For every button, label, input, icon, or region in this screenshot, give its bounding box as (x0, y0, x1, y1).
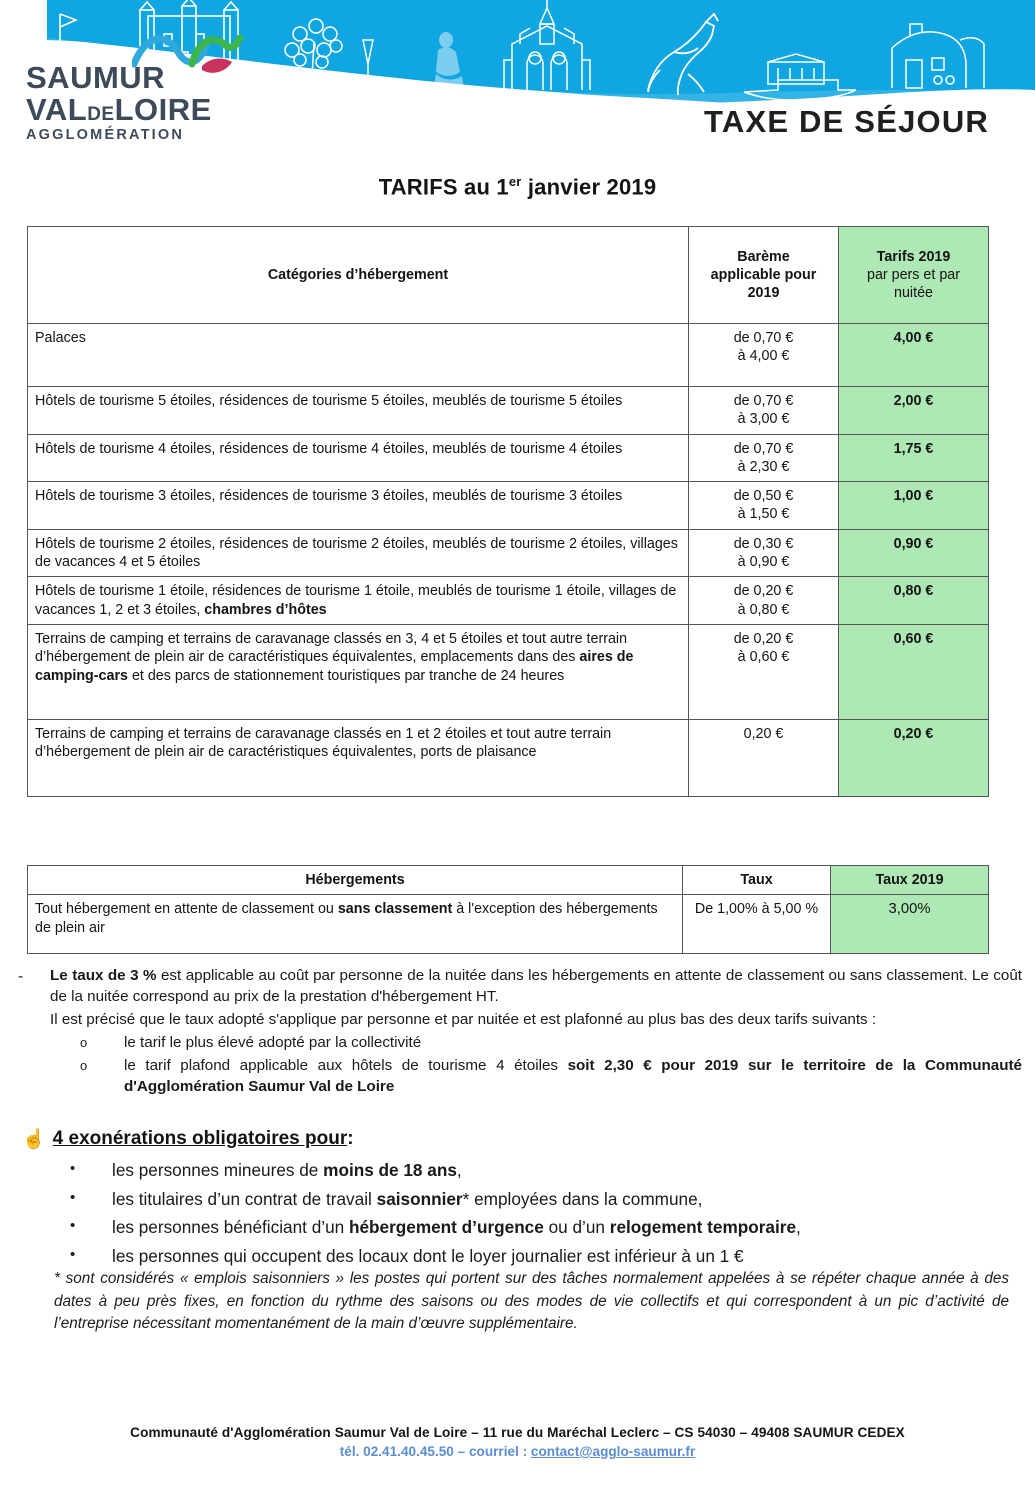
header-bareme-l2: applicable pour (710, 266, 817, 283)
header-tarifs-l2: par pers et par (867, 266, 960, 283)
footnote-text: * sont considérés « emplois saisonniers » les postes qui portent sur des tâches normalement appelées à se répéter chaque année à des dates à peu près fixes, en fonction du rythme des saisons ou des modes de vie collectifs et qui correspondent à un pic d’activité de l’entreprise nécessitant momentanément de la main d’œuvre supplémentaire. (54, 1270, 1009, 1333)
cell-category: Hôtels de tourisme 1 étoile, résidences de tourisme 1 étoile, meublés de tourisme 1 étoile, villages de vacances 1, 2 et 3 étoiles, chambres d’hôtes (28, 577, 689, 625)
table-row (28, 529, 989, 577)
cell-bareme (689, 529, 839, 577)
cell-bareme (689, 577, 839, 625)
cell-bareme (689, 434, 839, 482)
taux-header-row (28, 866, 989, 895)
list-item-label (112, 1217, 1022, 1239)
note-paragraph-1 (50, 966, 1022, 1007)
header-taux-2019: Taux 2019 (831, 866, 989, 895)
list-item (22, 1246, 1022, 1268)
taux-description (28, 895, 683, 954)
bareme-to: à 0,60 € (737, 649, 790, 666)
bareme-from: de 0,20 € (733, 583, 794, 600)
list-item (22, 1189, 1022, 1211)
cell-tarif-2019: 0,20 € (839, 719, 989, 796)
cell-category: Hôtels de tourisme 3 étoiles, résidences de tourisme 3 étoiles, meublés de tourisme 3 étoiles (28, 482, 689, 530)
bullet-icon: • (70, 1217, 76, 1234)
table-row (28, 324, 989, 387)
cell-tarif-2019: 0,60 € (839, 624, 989, 719)
note-sub-item-1 (50, 1033, 1022, 1054)
cell-category: Terrains de camping et terrains de caravanage classés en 1 et 2 étoiles et tout autre terrain d’hébergement de plein air de caractéristiques équivalentes, ports de plaisance (28, 719, 689, 796)
page-title-suffix: janvier 2019 (521, 174, 657, 200)
logo-line-2 (26, 94, 226, 125)
note-dash-marker: - (18, 968, 24, 985)
list-item-text: les personnes qui occupent des locaux dont le loyer journalier est inférieur à un 1 € (112, 1245, 744, 1266)
header-taux: Taux (683, 866, 831, 895)
cell-category: Hôtels de tourisme 2 étoiles, résidences de tourisme 2 étoiles, meublés de tourisme 2 étoiles, villages de vacances 4 et 5 étoiles (28, 529, 689, 577)
note-sub-item-2 (50, 1056, 1022, 1098)
footer-contact (0, 1444, 1035, 1459)
logo-wordmark (26, 60, 226, 143)
logo-line-3: AGGLOMÉRATION (26, 127, 185, 143)
page-title-sup: er (508, 174, 522, 189)
logo-loire: LOIRE (114, 92, 212, 127)
header-tarifs-2019 (839, 227, 989, 324)
circle-bullet-icon: o (80, 1035, 88, 1051)
note-sub-2-bold: soit 2,30 € pour 2019 sur le territoire de la Communauté d'Agglomération Saumur Val de Loire (124, 1056, 1022, 1095)
note-bold-lead: Le taux de 3 % (50, 967, 157, 984)
header-tarifs-l3: nuitée (894, 285, 933, 302)
list-item-label (112, 1160, 1022, 1182)
bareme-from: de 0,50 € (733, 488, 794, 505)
cell-tarif-2019: 2,00 € (839, 387, 989, 435)
page-footer (0, 1425, 1035, 1459)
header-bareme-l1: Barème (737, 248, 790, 265)
taux-desc-a: Tout hébergement en attente de classement ou (35, 901, 338, 918)
bullet-icon: • (70, 1245, 76, 1263)
cell-bareme (689, 719, 839, 796)
bareme-from: de 0,30 € (733, 535, 794, 552)
exonerations-heading-underlined: 4 exonérations obligatoires pour (52, 1128, 348, 1149)
cell-category-emphasis: aires de camping-cars (35, 649, 634, 684)
header-bareme (689, 227, 839, 324)
taux-desc-c: à l'exception des hébergements de plein air (35, 901, 658, 936)
cell-tarif-2019: 1,00 € (839, 482, 989, 530)
exonerations-heading (22, 1128, 1022, 1150)
header-bareme-l3: 2019 (747, 285, 780, 302)
list-item-emphasis: moins de 18 ans (323, 1160, 457, 1180)
list-item (22, 1160, 1022, 1182)
logo-de: DE (87, 104, 115, 125)
cell-bareme (689, 324, 839, 387)
bareme-to: à 0,90 € (737, 554, 790, 571)
logo-line-1: SAUMUR (26, 60, 166, 95)
note-paragraph-2: Il est précisé que le taux adopté s'applique par personne et par nuitée et est plafonné au plus bas des deux tarifs suivants : (50, 1011, 877, 1029)
list-item-text: , (796, 1217, 801, 1237)
footer-phone: tél. 02.41.40.45.50 – courriel : (339, 1444, 531, 1459)
list-item-text: les titulaires d’un contrat de travail (112, 1188, 377, 1209)
header-tarifs-l1: Tarifs 2019 (876, 248, 951, 265)
cell-tarif-2019: 4,00 € (839, 324, 989, 387)
notes-section (14, 966, 1022, 1098)
tarifs-table (27, 226, 989, 797)
page-title (0, 174, 1035, 200)
note-sub-1-text: le tarif le plus élevé adopté par la collectivité (124, 1034, 422, 1052)
list-item (22, 1217, 1022, 1239)
page-title-prefix: TARIFS au 1 (378, 174, 509, 200)
bareme-from: de 0,70 € (733, 393, 794, 409)
taux-desc-bold: sans classement (337, 901, 453, 918)
table-row (28, 624, 989, 719)
cell-tarif-2019: 1,75 € (839, 434, 989, 482)
list-item-label (112, 1246, 1022, 1268)
circle-bullet-icon: o (80, 1057, 88, 1073)
cell-bareme (689, 387, 839, 435)
cell-category: Terrains de camping et terrains de caravanage classés en 3, 4 et 5 étoiles et tout autre terrain d’hébergement de plein air de caractéristiques équivalentes, emplacements dans des aires de camping-cars et des parcs de stationnement touristiques par tranche de 24 heures (28, 624, 689, 719)
note-body (50, 966, 1022, 1098)
cell-bareme (689, 624, 839, 719)
note-sub-2-text (124, 1056, 1022, 1098)
cell-category: Palaces (28, 324, 689, 387)
cell-bareme (689, 482, 839, 530)
note-sub-2-a: le tarif plafond applicable aux hôtels de tourisme 4 étoiles (124, 1056, 568, 1074)
list-item-text: , (456, 1160, 462, 1180)
exonerations-list (22, 1160, 1022, 1267)
header-categories: Catégories d’hébergement (28, 227, 689, 324)
list-item-emphasis: relogement temporaire (609, 1217, 797, 1237)
cell-category: Hôtels de tourisme 4 étoiles, résidences de tourisme 4 étoiles, meublés de tourisme 4 étoiles (28, 434, 689, 482)
bareme-to: à 1,50 € (737, 506, 790, 523)
bullet-icon: • (70, 1160, 76, 1177)
list-item-emphasis: hébergement d’urgence (348, 1217, 544, 1237)
logo-val: VAL (26, 92, 88, 127)
list-item-label (112, 1189, 1022, 1211)
table-row (28, 387, 989, 435)
bullet-icon: • (70, 1188, 76, 1206)
taux-table (27, 865, 989, 954)
bareme-from: de 0,70 € (733, 440, 794, 457)
note-main (14, 966, 1022, 1098)
exonerations-section (22, 1128, 1022, 1274)
exonerations-heading-tail: : (347, 1128, 354, 1149)
list-item-text: * employées dans la commune, (462, 1188, 703, 1209)
note-sub-list (50, 1033, 1022, 1098)
cell-category: Hôtels de tourisme 5 étoiles, résidences de tourisme 5 étoiles, meublés de tourisme 5 étoiles (28, 387, 689, 435)
header-hebergements: Hébergements (28, 866, 683, 895)
table-row (28, 577, 989, 625)
taux-2019-value: 3,00% (831, 895, 989, 954)
bareme-from: de 0,20 € (733, 630, 794, 647)
bareme-to: à 0,80 € (737, 601, 790, 618)
footer-email-link[interactable]: contact@agglo-saumur.fr (530, 1444, 696, 1459)
cell-category-emphasis: chambres d’hôtes (204, 601, 327, 618)
table-row (28, 434, 989, 482)
bareme-to: à 3,00 € (737, 411, 790, 428)
list-item-text: les personnes mineures de (112, 1160, 324, 1180)
cell-tarif-2019: 0,90 € (839, 529, 989, 577)
note-p1-text: est applicable au coût par personne de la nuitée dans les hébergements en attente de classement ou sans classement. Le coût de la nuitée correspond au prix de la prestation d'hébergement HT. (50, 967, 1022, 1005)
table-row (28, 482, 989, 530)
bareme-from: de 0,70 € (733, 330, 794, 346)
taux-range: De 1,00% à 5,00 % (683, 895, 831, 954)
pointing-hand-icon: ☝ (22, 1128, 46, 1150)
footer-address: Communauté d'Agglomération Saumur Val de Loire – 11 rue du Maréchal Leclerc – CS 54030 – 49408 SAUMUR CEDEX (130, 1425, 905, 1440)
cell-tarif-2019: 0,80 € (839, 577, 989, 625)
logo-swoosh-icon (132, 30, 252, 88)
bareme-to: à 4,00 € (737, 348, 790, 365)
bareme-from: 0,20 € (743, 725, 784, 742)
list-item-emphasis: saisonnier (376, 1188, 463, 1209)
bareme-to: à 2,30 € (737, 458, 790, 475)
list-item-text: les personnes bénéficiant d’un (112, 1217, 349, 1237)
taux-row (28, 895, 989, 954)
table-row (28, 719, 989, 796)
document-type-title: TAXE DE SÉJOUR (704, 104, 989, 139)
list-item-text: ou d’un (543, 1217, 610, 1237)
table-header-row (28, 227, 989, 324)
